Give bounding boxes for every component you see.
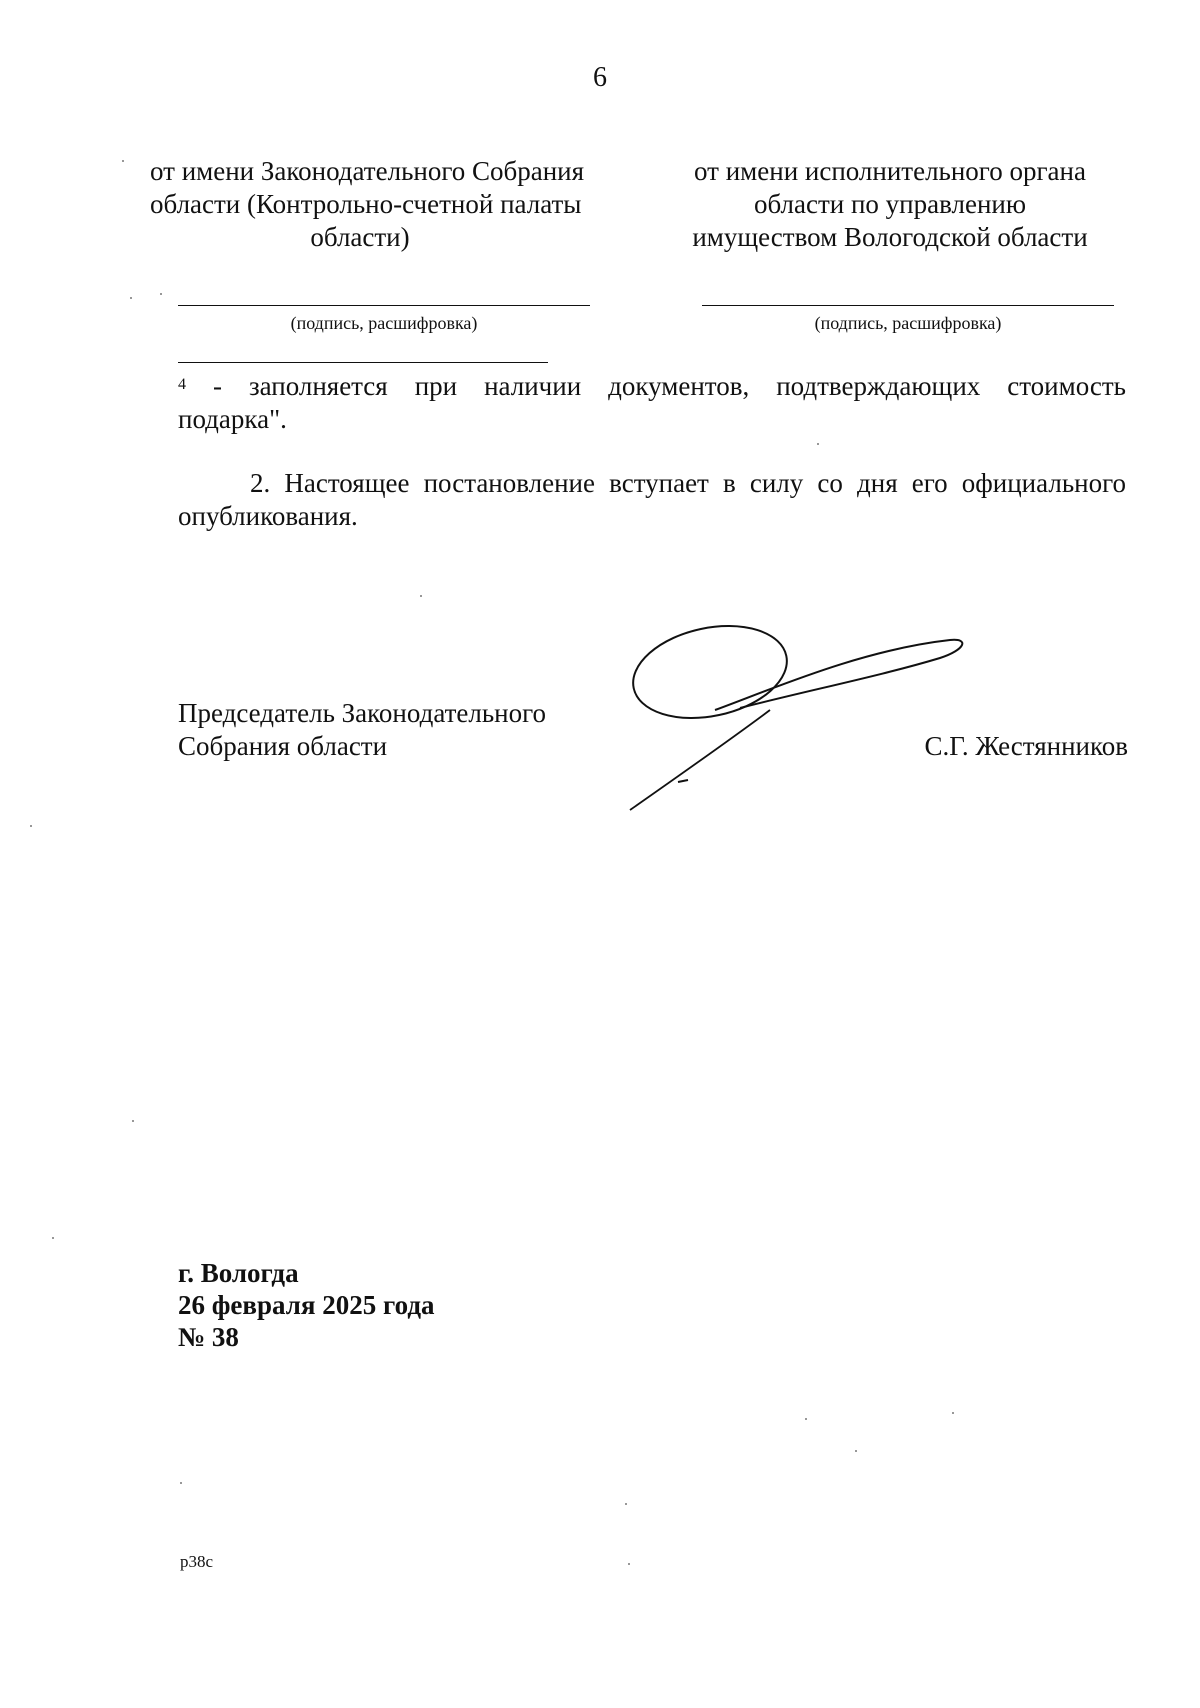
scan-speck bbox=[952, 1412, 954, 1414]
document-number: № 38 bbox=[178, 1322, 239, 1352]
scan-speck bbox=[132, 1120, 134, 1122]
scan-speck bbox=[805, 1418, 807, 1420]
paragraph-2-line: опубликования. bbox=[178, 501, 358, 531]
document-city: г. Вологда bbox=[178, 1258, 299, 1288]
page-number: 6 bbox=[593, 62, 607, 93]
scan-speck bbox=[122, 160, 124, 162]
scan-speck bbox=[625, 1503, 627, 1505]
scan-speck bbox=[130, 297, 132, 299]
footnote-separator bbox=[178, 362, 548, 363]
handwritten-signature bbox=[620, 610, 980, 820]
scan-speck bbox=[420, 595, 422, 597]
scan-speck bbox=[52, 1237, 54, 1239]
signature-block-right-line: области по управлению bbox=[753, 189, 1027, 219]
scan-speck bbox=[628, 1563, 630, 1565]
signature-block-left-line: области (Контрольно-счетной палаты bbox=[150, 189, 582, 219]
footnote-marker: 4 bbox=[178, 376, 186, 393]
signature-block-left-line: от имени Законодательного Собрания bbox=[150, 156, 585, 186]
document-date: 26 февраля 2025 года bbox=[178, 1290, 435, 1320]
signature-block-left bbox=[150, 155, 585, 254]
footnote bbox=[178, 370, 1126, 436]
place-date-block bbox=[178, 1257, 434, 1353]
signatory-title-line: Председатель Законодательного bbox=[178, 698, 547, 728]
signatory-title-line: Собрания области bbox=[178, 731, 388, 761]
signature-block-right-line: имуществом Вологодской области bbox=[692, 222, 1088, 252]
signatory-name: С.Г. Жестянников bbox=[924, 731, 1128, 761]
document-code: р38с bbox=[180, 1552, 214, 1571]
footnote-text: - заполняется при наличии документов, подтверждающих стоимость bbox=[186, 371, 1126, 401]
scan-speck bbox=[160, 293, 162, 295]
scan-speck bbox=[180, 1482, 182, 1484]
signature-block-right bbox=[670, 155, 1110, 254]
scan-speck bbox=[855, 1450, 857, 1452]
signature-line-right bbox=[702, 305, 1114, 306]
signature-block-left-line: области) bbox=[310, 222, 410, 252]
scan-speck bbox=[30, 825, 32, 827]
signature-block-right-line: от имени исполнительного органа bbox=[694, 156, 1086, 186]
footnote-line bbox=[178, 370, 1126, 403]
scan-speck bbox=[817, 443, 819, 445]
signatory-title bbox=[178, 697, 546, 763]
paragraph-2-line: 2. Настоящее постановление вступает в силу со дня его официального bbox=[250, 468, 1126, 498]
footnote-text-continued: подарка". bbox=[178, 404, 287, 434]
signature-caption-right: (подпись, расшифровка) bbox=[814, 313, 1002, 333]
signature-caption-left: (подпись, расшифровка) bbox=[290, 313, 478, 333]
paragraph-2 bbox=[178, 467, 1126, 533]
signature-line-left bbox=[178, 305, 590, 306]
